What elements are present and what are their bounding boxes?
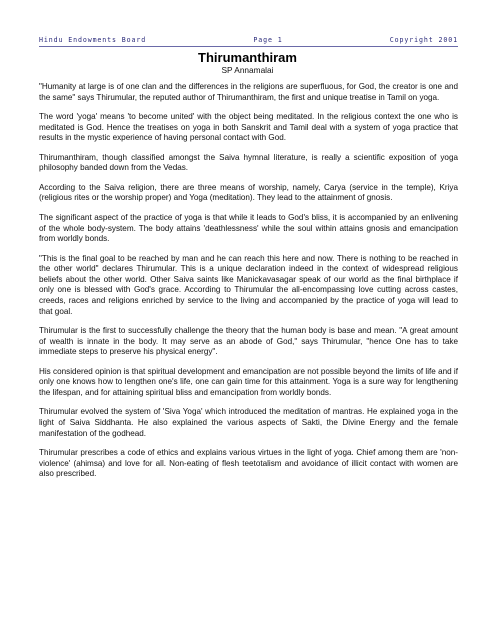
- paragraph-4: According to the Saiva religion, there are three means of worship, namely, Carya (service in the temple), Kriya (religious rites or the worship proper) and Yoga (meditation). They lead to the attainment of gnosis.: [39, 182, 458, 203]
- paragraph-2: The word 'yoga' means 'to become united' with the object being meditated. In the religious context the one who is meditated is God. Hence the treatises on yoga in both Sanskrit and Tamil deal with a system of yoga practice that results in the mystic experience of having personal contact with God.: [39, 112, 458, 143]
- paragraph-1: "Humanity at large is of one clan and the differences in the religions are superfluous, for God, the creator is one and the same" says Thirumular, the reputed author of Thirumanthiram, the first and unique treatise in Tamil on yoga.: [39, 82, 458, 102]
- paragraph-8: His considered opinion is that spiritual development and emancipation are not possible beyond the limits of life and if only one knows how to lengthen one's life, one can gain time for this attainment. Yoga is a sure way for lengthening the lifespan, and for attaining spiritual bliss and emancipation from worldly bonds.: [39, 366, 458, 397]
- document-body: [39, 82, 458, 489]
- page-header: [39, 36, 458, 47]
- paragraph-7: Thirumular is the first to successfully challenge the theory that the human body is base and mean. "A great amount of wealth is innate in the body. It may serve as an abode of God," says Thirumular, "hence One has to take immediate steps to preserve his physical energy".: [39, 326, 458, 357]
- header-publisher: Hindu Endowments Board: [39, 36, 147, 44]
- paragraph-10: Thirumular prescribes a code of ethics and explains various virtues in the light of yoga. Chief among them are 'non-violence' (ahimsa) and love for all. Non-eating of flesh teetotalism and avoidance of illicit contact with women are also prescribed.: [39, 448, 458, 479]
- paragraph-5: The significant aspect of the practice of yoga is that while it leads to God's bliss, it is accompanied by an enlivening of the whole body-system. The body attains 'deathlessness' while the soul within attains gnosis and emancipation from worldly bonds.: [39, 212, 458, 244]
- document-author: SP Annamalai: [221, 65, 274, 75]
- header-page-number: Page 1: [253, 36, 283, 44]
- paragraph-6: "This is the final goal to be reached by man and he can reach this here and now. There is nothing to be reached in the other world" declares Thirumular. This is a unique declaration indeed in the context of widespread religious beliefs about the other world. Other Saiva saints like Manickavasagar speak of our world as the final birthplace if only one is blessed with God's grace. According to Thirumular the all-encompassing love cutting across castes, creeds, races and religions enriched by service to the living and accompanied by the practice of yoga will lead to that goal.: [39, 253, 458, 316]
- title-block: [0, 50, 495, 76]
- paragraph-3: Thirumanthiram, though classified amongst the Saiva hymnal literature, is really a scientific exposition of yoga philosophy banded down from the Vedas.: [39, 152, 458, 173]
- document-title: Thirumanthiram: [198, 50, 297, 65]
- paragraph-9: Thirumular evolved the system of 'Siva Yoga' which introduced the meditation of mantras. He explained yoga in the light of Saiva Siddhanta. He also explained the various aspects of Sakti, the Divine Energy and the female manifestation of the godhead.: [39, 407, 458, 438]
- header-copyright: Copyright 2001: [389, 36, 458, 44]
